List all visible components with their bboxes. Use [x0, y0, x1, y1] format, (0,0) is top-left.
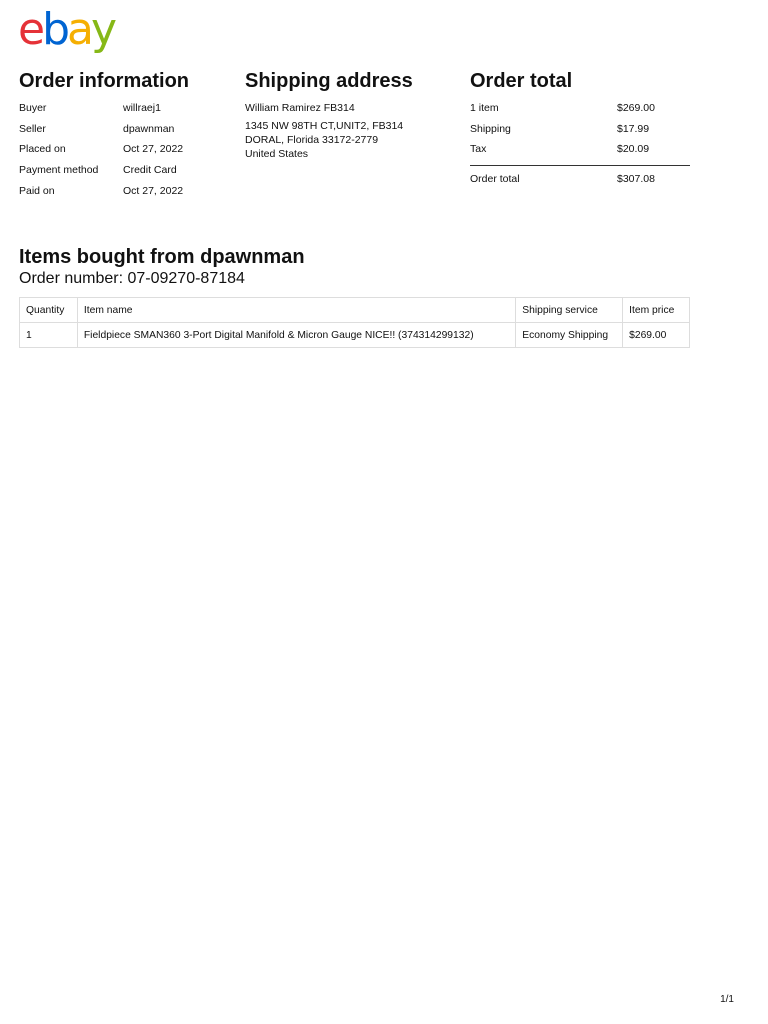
- items-count-label: 1 item: [470, 102, 499, 114]
- seller-value: dpawnman: [123, 122, 175, 135]
- placed-on-value: Oct 27, 2022: [123, 143, 184, 156]
- grand-total-label: Order total: [470, 173, 520, 186]
- shipping-address-line-1: 1345 NW 98TH CT,UNIT2, FB314: [245, 119, 404, 132]
- table-row: [20, 323, 690, 348]
- shipping-address-section: [245, 68, 455, 161]
- ebay-logo: [18, 4, 114, 56]
- order-info-row-payment-method: [19, 160, 229, 181]
- items-bought-heading: Items bought from dpawnman: [19, 246, 305, 268]
- tax-value: $20.09: [617, 143, 650, 156]
- column-header-shipping-service: Shipping service: [516, 298, 623, 323]
- order-number: Order number: 07-09270-87184: [19, 270, 245, 287]
- order-information-heading: Order information: [19, 70, 190, 92]
- column-header-item-price: Item price: [623, 298, 690, 323]
- paid-on-label: Paid on: [19, 184, 55, 197]
- order-total-row-grand-total: [470, 169, 690, 190]
- payment-method-value: Credit Card: [123, 164, 177, 177]
- item-shipping-cell: Economy Shipping: [516, 323, 623, 348]
- logo-letter-e: e: [18, 4, 43, 55]
- items-subtotal-value: $269.00: [617, 102, 655, 114]
- items-table: [19, 297, 690, 348]
- column-header-quantity: Quantity: [20, 298, 78, 323]
- shipping-cost-value: $17.99: [617, 122, 650, 135]
- total-divider: [470, 165, 690, 166]
- order-information-section: [19, 68, 229, 201]
- logo-letter-y: y: [90, 4, 115, 55]
- buyer-label: Buyer: [19, 102, 47, 114]
- items-table-header-row: [20, 298, 690, 323]
- page-number: 1/1: [720, 994, 734, 1005]
- order-total-heading: Order total: [470, 70, 573, 92]
- column-header-item-name: Item name: [77, 298, 515, 323]
- shipping-address-heading: Shipping address: [245, 70, 413, 92]
- grand-total-value: $307.08: [617, 173, 655, 186]
- payment-method-label: Payment method: [19, 164, 99, 177]
- order-info-row-buyer: [19, 98, 229, 119]
- logo-letter-a: a: [67, 4, 91, 55]
- item-name-cell: Fieldpiece SMAN360 3-Port Digital Manifold & Micron Gauge NICE!! (374314299132): [77, 323, 515, 348]
- seller-label: Seller: [19, 122, 46, 135]
- logo-letter-b: b: [42, 4, 68, 55]
- item-price-cell: $269.00: [623, 323, 690, 348]
- shipping-address-line-2: DORAL, Florida 33172-2779: [245, 133, 379, 146]
- shipping-address-block: [245, 119, 455, 161]
- order-total-section: [470, 68, 690, 190]
- shipping-address-line-3: United States: [245, 147, 309, 160]
- shipping-name: William Ramirez FB314: [245, 102, 355, 114]
- buyer-value: willraej1: [123, 102, 161, 114]
- item-quantity-cell: 1: [20, 323, 78, 348]
- placed-on-label: Placed on: [19, 143, 66, 156]
- shipping-cost-label: Shipping: [470, 122, 511, 135]
- order-total-row-shipping: [470, 119, 690, 140]
- order-info-row-placed-on: [19, 139, 229, 160]
- tax-label: Tax: [470, 143, 487, 156]
- paid-on-value: Oct 27, 2022: [123, 184, 184, 197]
- order-total-row-items: [470, 98, 690, 119]
- order-info-row-paid-on: [19, 181, 229, 202]
- order-total-row-tax: [470, 139, 690, 160]
- order-info-row-seller: [19, 119, 229, 140]
